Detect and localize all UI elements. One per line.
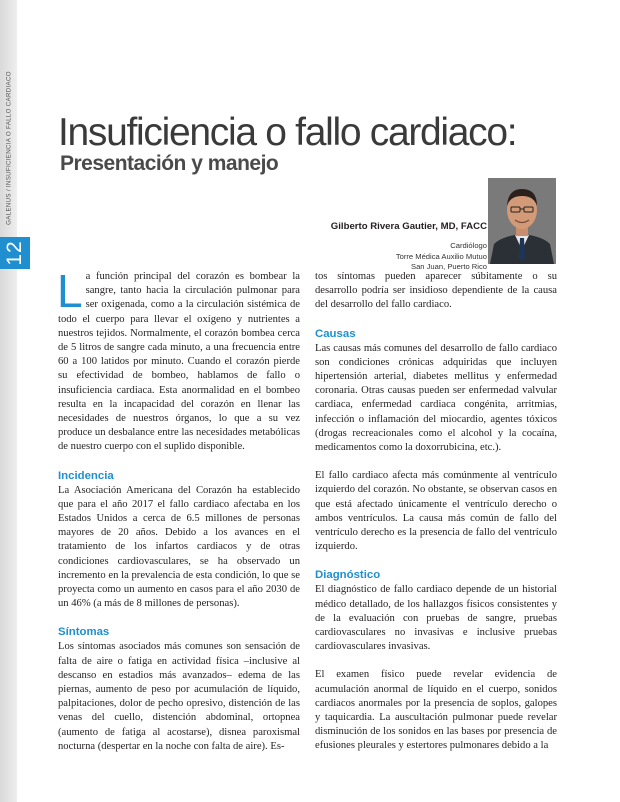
right-column [315,270,557,768]
author-name: Gilberto Rivera Gautier, MD, FACC [330,221,487,232]
page-number-badge [0,237,30,269]
running-head: GALENUS / INSUFICIENCIA O FALLO CARDIACO [5,71,13,225]
article-subtitle: Presentación y manejo [60,152,279,175]
author-block [257,221,487,273]
incidencia-paragraph: La Asociación Americana del Corazón ha establecido que para el año 2017 el fallo cardiaco afectaba en los Estados Unidos a cerca de 6.5 millones de personas mayores de 20 años. Debido a los avances en el tratamiento de los infartos cardiacos y de otras condiciones cardiovasculares, se ha observado un incremento en la prevalencia de esta condición, lo que se proyecta como un aumento en casos para el año 2030 de un 46% (a más de 8 millones de personas). [58,484,300,610]
diagnostico-paragraph: El diagnóstico de fallo cardiaco depende de un historial médico detallado, de los hallazgos físicos consistentes y de la evaluación con pruebas de sangre, pruebas cardiovasculares no invasivas e inclusive pruebas cardiovasculares invasivas. [315,584,557,653]
author-location: San Juan, Puerto Rico [411,262,487,271]
intro-paragraph [57,265,300,455]
causas-paragraph-2: El fallo cardiaco afecta más comúnmente al ventrículo izquierdo del corazón. No obstante, se observan casos en que está afectado únicamente el ventrículo derecho o ambos ventrículos. La causa más común de fallo del ventrículo derecho es la presencia de fallo del ventrículo izquierdo. [315,470,557,553]
author-portrait-icon [488,178,556,264]
causas-paragraph: Las causas más comunes del desarrollo de fallo cardiaco son condiciones crónicas adquiridas que incluyen hipertensión arterial, diabetes mellitus y enfermedad coronaria. Otras causas pueden ser enfermedad valvular cardiaca, enfermedad cardiaca congénita, arritmias, infección o inflamación del miocardio, agentes tóxicos (drogas recreacionales como el alcohol y la cocaína, medicamentos como la doxorrubicina, etc.). [315,342,557,454]
sintomas-paragraph: Los síntomas asociados más comunes son sensación de falta de aire o fatiga en actividad física –inclusive al descanso en estadios más avanzados– edema de las piernas, aumento de peso por acumulación de líquido, palpitaciones, dolor de pecho opresivo, distención de las venas del cuello, distención abdominal, ortopnea (aumento de fatiga al acostarse), disnea paroxismal nocturna (despertar en la noche con falta de aire). Es- [58,641,300,752]
heading-sintomas: Síntomas [58,626,110,639]
page-number: 12 [3,240,26,266]
dropcap: L [57,265,83,317]
intro-text: a función principal del corazón es bombear la sangre, tanto hacia la circulación pulmonar para ser oxigenada, como a la circulación sistémica de todo el cuerpo para llevar el oxígeno y nutrientes a nuestros tejidos. Normalmente, el corazón bombea cerca de 5 litros de sangre cada minuto, a una frecuencia entre 60 a 100 latidos por minuto. Cuando el corazón pierde su efectividad de bombeo, hablamos de fallo o insuficiencia cardiaca. Esta anormalidad en el bombeo resulta en la incapacidad del corazón en llenar las necesidades de nuestros órganos, lo que a su vez produce un desbalance entre las necesidades metabólicas de nuestro cuerpo con el suplido disponible. [58,271,300,453]
left-column [57,265,300,768]
heading-incidencia: Incidencia [58,469,114,482]
article-title: Insuficiencia o fallo cardiaco: [58,111,517,154]
author-affiliation: Torre Médica Auxilio Mutuo [395,251,487,261]
continued-paragraph: tos síntomas pueden aparecer súbitamente o su desarrollo podría ser insidioso dependiente de la causa del desarrollo del fallo cardiaco. [315,271,557,311]
heading-causas: Causas [315,327,356,340]
heading-diagnostico: Diagnóstico [315,569,381,582]
author-photo [488,178,556,264]
author-role: Cardiólogo [450,241,487,250]
diagnostico-paragraph-2: El examen físico puede revelar evidencia de acumulación anormal de líquido en el cuerpo, sonidos cardiacos anormales por la presencia de soplos, galopes y taquicardia. La auscultación pulmonar puede revelar disminución de los sonidos en las bases por presencia de efusiones pleurales y estertores pulmonares debido a la [315,669,557,752]
